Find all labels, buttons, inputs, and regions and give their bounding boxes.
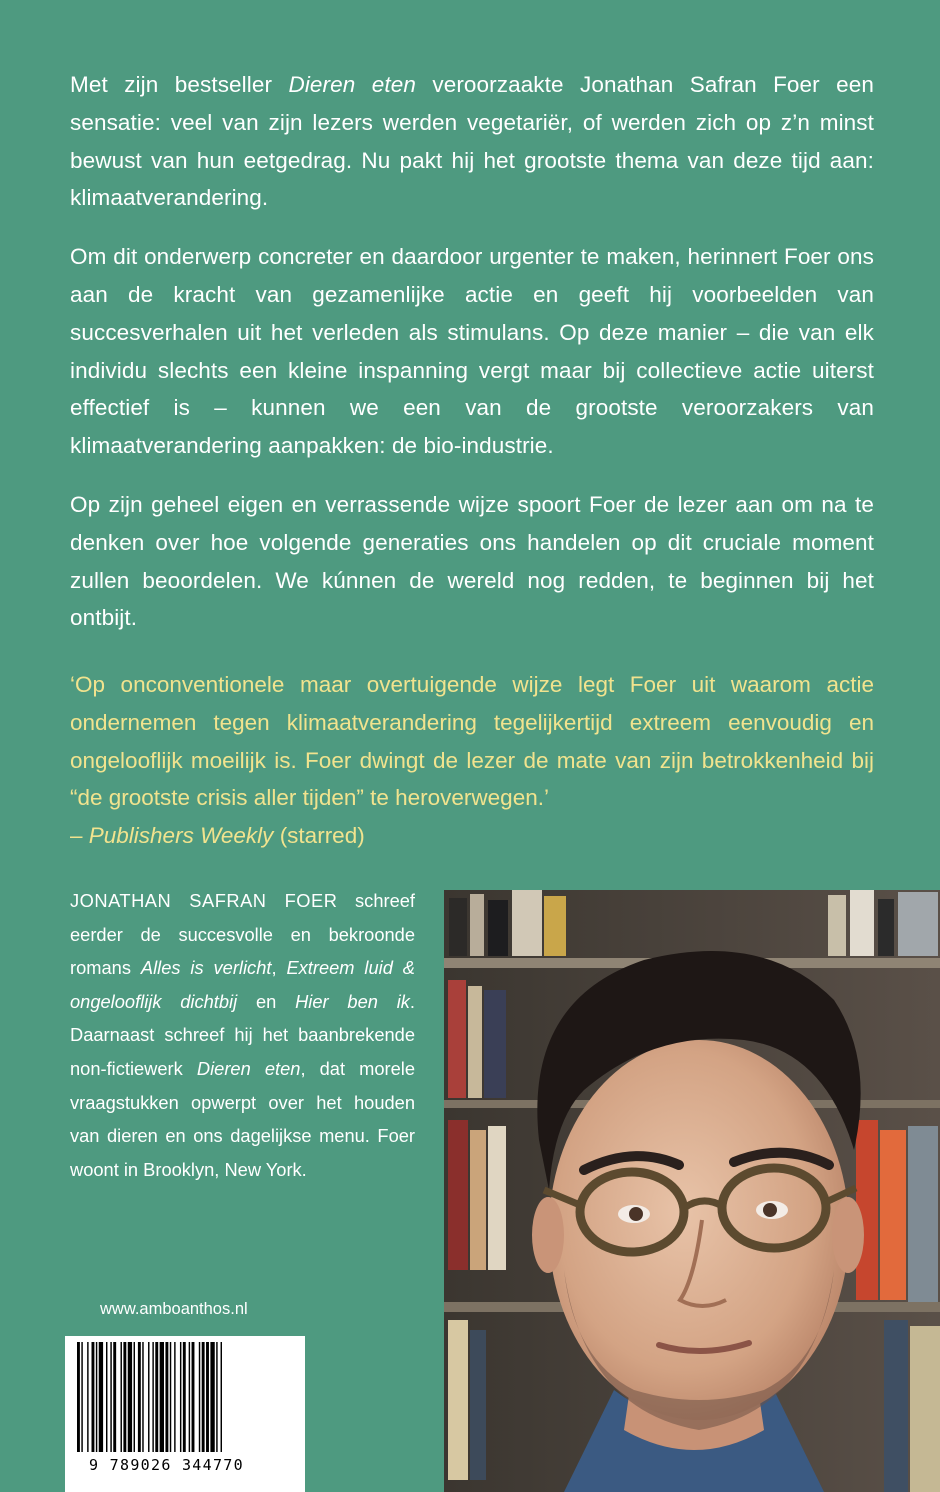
barcode-bar — [183, 1342, 186, 1452]
barcode-bar — [113, 1342, 116, 1452]
barcode-bar — [199, 1342, 200, 1452]
barcode-bar — [152, 1342, 153, 1452]
barcode-bar — [192, 1342, 195, 1452]
barcode-bar — [155, 1342, 158, 1452]
barcode-bar — [221, 1342, 222, 1452]
barcode-bar — [160, 1342, 164, 1452]
blurb — [70, 66, 874, 658]
barcode-bar — [99, 1342, 103, 1452]
barcode-bar — [206, 1342, 209, 1452]
barcode-bar — [202, 1342, 205, 1452]
barcode-bar — [81, 1342, 82, 1452]
barcode-bar — [96, 1342, 97, 1452]
blurb-paragraph-1: Met zijn bestseller Dieren eten veroorzaakte Jonathan Safran Foer een sensatie: veel van zijn lezers werden vegetariër, of werden zich op z’n minst bewust van hun eetgedrag. Nu pakt hij het grootste thema van deze tijd aan: klimaatverandering. — [70, 72, 874, 211]
publisher-url: www.amboanthos.nl — [100, 1300, 248, 1318]
barcode-bar — [189, 1342, 190, 1452]
barcode — [65, 1336, 305, 1492]
barcode-bar — [106, 1342, 107, 1452]
barcode-bar — [210, 1342, 214, 1452]
blurb-paragraph-3: Op zijn geheel eigen en verrassende wijze spoort Foer de lezer aan om na te denken over hoe volgende generaties ons handelen op dit cruciale moment zullen beoordelen. We kúnnen de wereld nog redden, te beginnen bij het ontbijt. — [70, 491, 874, 631]
author-bio: JONATHAN SAFRAN FOER schreef eerder de succesvolle en bekroonde romans Alles is verlicht, Extreem luid & ongelooflijk dichtbij en Hier ben ik. Daarnaast schreef hij het baanbrekende non-fictiewerk Dieren eten, dat morele vraagstukken opwerpt over het houden van dieren en ons dagelijkse menu. Foer woont in Brooklyn, New York. — [70, 890, 416, 1180]
barcode-bar — [142, 1342, 143, 1452]
barcode-bar — [216, 1342, 217, 1452]
author-photo — [444, 890, 940, 1492]
barcode-bar — [180, 1342, 181, 1452]
blurb-paragraph-2: Om dit onderwerp concreter en daardoor urgenter te maken, herinnert Foer ons aan de kracht van gezamenlijke actie en geeft hij voorbeelden van succesverhalen uit het verleden als stimulans. Op deze manier – die van elk individu slechts een kleine inspanning vergt maar bij collectieve actie uiterst effectief is – kunnen we een van de grootste veroorzakers van klimaatverandering aanpakken: de bio-industrie. — [70, 244, 874, 459]
author-portrait-image — [444, 890, 940, 1492]
barcode-bar — [170, 1342, 171, 1452]
barcode-bar — [87, 1342, 88, 1452]
barcode-bar — [174, 1342, 175, 1452]
barcode-bar — [92, 1342, 95, 1452]
barcode-bar — [138, 1342, 141, 1452]
barcode-bar — [121, 1342, 122, 1452]
barcode-bar — [165, 1342, 168, 1452]
barcode-bar — [148, 1342, 149, 1452]
quote-text: ‘Op onconventionele maar overtuigende wijze legt Foer uit waarom actie ondernemen tegen klimaatverandering tegelijkertijd extreem eenvoudig en ongelooflijk moeilijk is. Foer dwingt de lezer de mate van zijn betrokkenheid bij “de grootste crisis aller tijden” te heroverwegen.’ — [70, 672, 874, 811]
book-title-italic: Dieren eten — [288, 72, 416, 97]
author-name: JONATHAN SAFRAN FOER — [70, 890, 338, 911]
review-quote — [70, 666, 874, 855]
barcode-bar — [77, 1342, 80, 1452]
quote-source: Publishers Weekly — [88, 823, 274, 849]
barcode-bar — [110, 1342, 111, 1452]
barcode-bar — [128, 1342, 132, 1452]
quote-attribution: – Publishers Weekly (starred) — [70, 823, 365, 849]
barcode-bar — [134, 1342, 135, 1452]
barcode-bar — [123, 1342, 126, 1452]
isbn-number: 9 789026 344770 — [89, 1456, 244, 1474]
